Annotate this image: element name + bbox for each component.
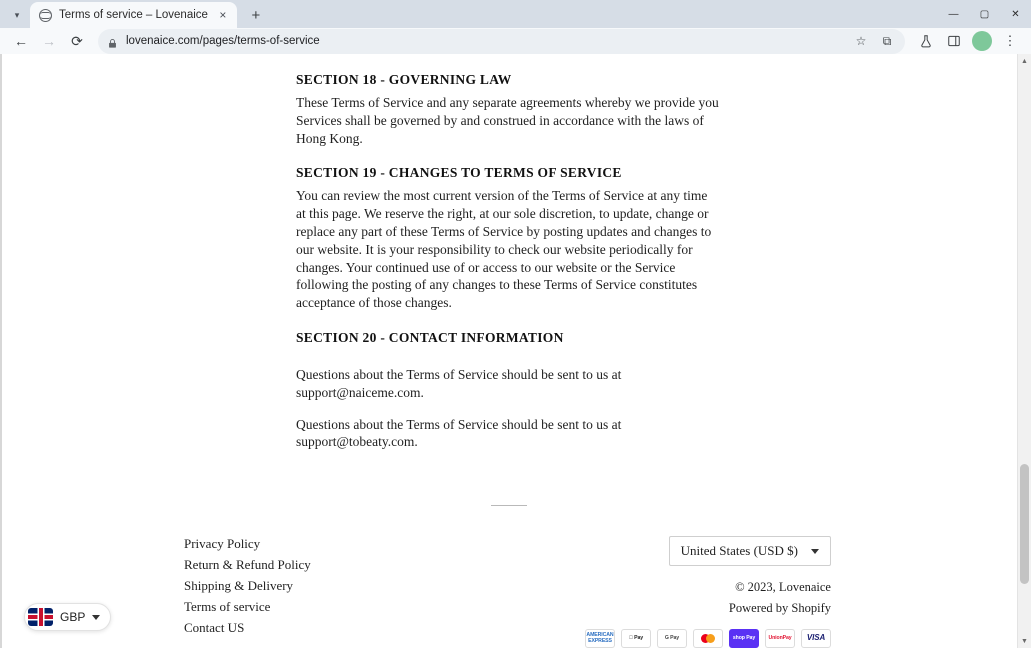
footer-link-privacy-policy[interactable]: Privacy Policy (184, 536, 261, 552)
footer-divider (0, 505, 1017, 506)
url-text: lovenaice.com/pages/terms-of-service (126, 35, 320, 47)
lock-icon (107, 36, 118, 47)
country-currency-selector[interactable] (669, 536, 831, 566)
section-20-body-2: Questions about the Terms of Service should be sent to us at support@tobeaty.com. (296, 416, 622, 450)
section-18-title: SECTION 18 - GOVERNING LAW (296, 72, 512, 87)
google-pay-icon: G Pay (657, 629, 687, 648)
globe-icon (39, 9, 52, 22)
mastercard-icon (693, 629, 723, 648)
section-20-body-1: Questions about the Terms of Service should be sent to us at support@naiceme.com. (296, 366, 622, 400)
side-panel-icon[interactable] (941, 28, 967, 54)
web-page (0, 54, 1017, 648)
minimize-button[interactable]: — (948, 8, 959, 20)
avatar[interactable] (972, 31, 992, 51)
tab-strip (0, 0, 1031, 28)
scrollbar-thumb[interactable] (1020, 464, 1029, 584)
copyright-text: © 2023, Lovenaice (735, 580, 831, 595)
section-19-body: You can review the most current version of the Terms of Service at any time at this page. We reserve the right, at our sole discretion, to update, change or replace any part of these Terms of Service by posting updates and changes to our website. It is your responsibility to check our website periodically for changes. Your continued use of or access to our website or the Service following the posting of any changes to these Terms of Service constitutes acceptance of those changes. (296, 188, 712, 311)
chevron-down-icon (811, 549, 819, 554)
back-button[interactable]: ← (14, 33, 28, 49)
page-left-border (0, 54, 2, 648)
close-icon[interactable]: × (219, 8, 227, 22)
reload-button[interactable]: ⟳ (71, 32, 83, 49)
country-currency-value: United States (USD $) (680, 543, 798, 559)
window-close-button[interactable]: ✕ (1011, 8, 1020, 20)
powered-by-shopify[interactable]: Powered by Shopify (728, 601, 831, 616)
address-bar[interactable] (98, 29, 905, 54)
bookmark-star-icon[interactable]: ☆ (855, 34, 867, 48)
browser-menu-button[interactable]: ⋮ (1003, 33, 1017, 48)
union-pay-icon: UnionPay (765, 629, 795, 648)
uk-flag-icon (28, 608, 53, 626)
chevron-down-icon: ▾ (14, 9, 20, 20)
window-controls (938, 0, 1031, 28)
currency-code: GBP (60, 610, 86, 625)
new-tab-button[interactable]: + (251, 6, 261, 24)
footer-link-contact-us[interactable]: Contact US (184, 620, 245, 636)
tab-search-button[interactable] (4, 4, 30, 26)
section-19-title: SECTION 19 - CHANGES TO TERMS OF SERVICE (296, 165, 622, 181)
labs-icon[interactable] (913, 28, 939, 54)
payment-methods (585, 629, 831, 648)
page-scrollbar[interactable] (1017, 54, 1031, 648)
split-screen-icon[interactable]: ⧉ (882, 33, 892, 48)
forward-button[interactable]: → (42, 33, 56, 49)
section-20 (296, 330, 720, 451)
apple-pay-icon: Pay (621, 629, 651, 648)
section-19 (296, 165, 720, 312)
page-viewport (0, 54, 1031, 648)
page-footer (0, 536, 1017, 648)
footer-link-terms-of-service[interactable]: Terms of service (184, 599, 271, 615)
page-content (0, 54, 1017, 648)
visa-icon: VISA (801, 629, 831, 648)
browser-tab[interactable] (30, 2, 237, 28)
american-express-icon: AMERICAN EXPRESS (585, 629, 615, 648)
scroll-up-arrow-icon[interactable]: ▲ (1021, 57, 1028, 65)
currency-switcher-widget[interactable] (24, 603, 111, 631)
section-18 (296, 72, 720, 147)
footer-right-column (585, 536, 831, 648)
scroll-down-arrow-icon[interactable]: ▼ (1021, 637, 1028, 645)
footer-links (184, 536, 311, 648)
footer-link-shipping-delivery[interactable]: Shipping & Delivery (184, 578, 294, 594)
section-20-title: SECTION 20 - CONTACT INFORMATION (296, 329, 564, 345)
browser-toolbar (0, 28, 1031, 54)
chevron-down-icon (92, 615, 100, 620)
section-18-body: These Terms of Service and any separate agreements whereby we provide you Services shall be governed by and construed in accordance with the laws of Hong Kong. (296, 95, 719, 146)
shop-pay-icon: shop Pay (729, 629, 759, 648)
footer-link-return-refund-policy[interactable]: Return & Refund Policy (184, 557, 311, 573)
tab-title: Terms of service – Lovenaice (59, 9, 208, 21)
maximize-button[interactable]: ▢ (979, 8, 990, 20)
